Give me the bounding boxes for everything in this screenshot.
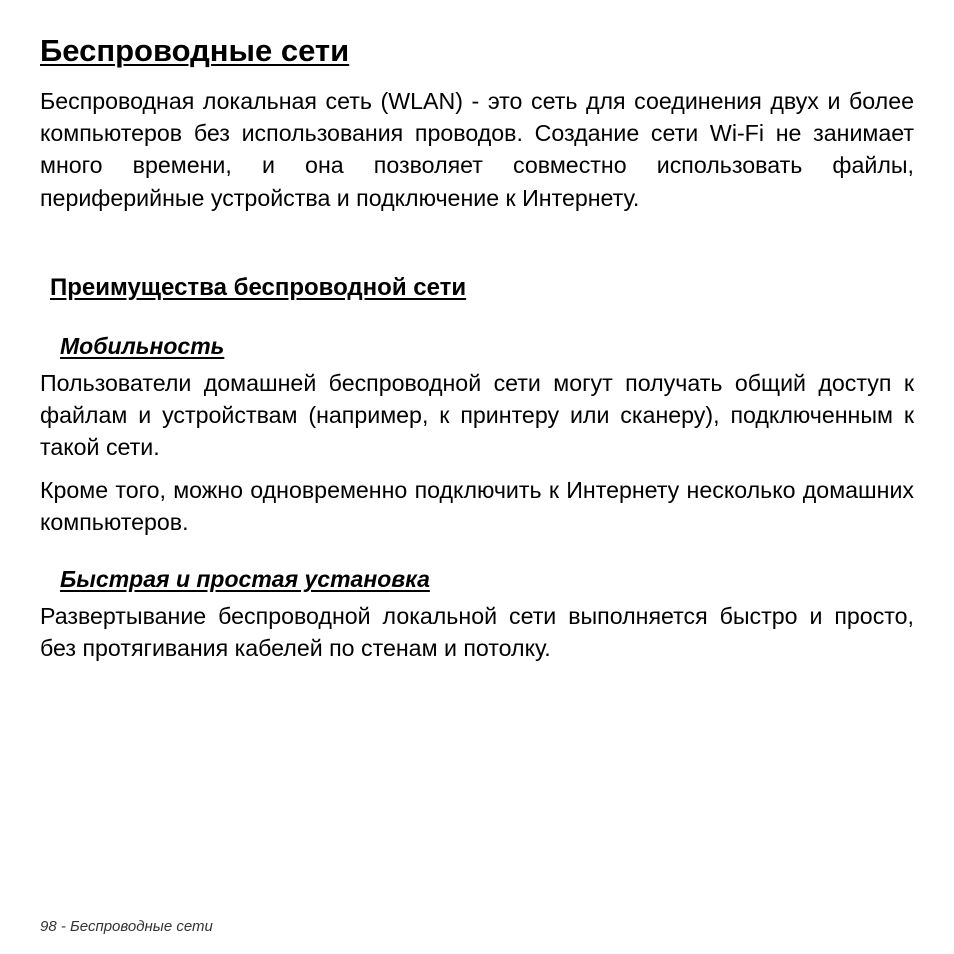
page-title: Беспроводные сети <box>40 33 350 68</box>
page-footer: 98 - Беспроводные сети <box>40 918 213 935</box>
subsection-heading-setup: Быстрая и простая установка <box>60 566 430 592</box>
mobility-paragraph-2: Кроме того, можно одновременно подключить к Интернету несколько домашних компьютеров. <box>40 477 914 536</box>
setup-paragraph: Развертывание беспроводной локальной сети выполняется быстро и просто, без протягивания кабелей по стенам и потолку. <box>40 603 914 662</box>
subsection-heading-mobility: Мобильность <box>60 333 225 359</box>
section-heading-advantages: Преимущества беспроводной сети <box>50 274 467 301</box>
intro-paragraph: Беспроводная локальная сеть (WLAN) - это сеть для соединения двух и более компьютеров без использования проводов. Создание сети Wi-Fi не занимает много времени, и она позволяет совместно использовать файлы, периферийные устройства и подключение к Интернету. <box>40 88 914 211</box>
mobility-paragraph-1: Пользователи домашней беспроводной сети могут получать общий доступ к файлам и устройствам (например, к принтеру или сканеру), подключенным к такой сети. <box>40 370 914 461</box>
